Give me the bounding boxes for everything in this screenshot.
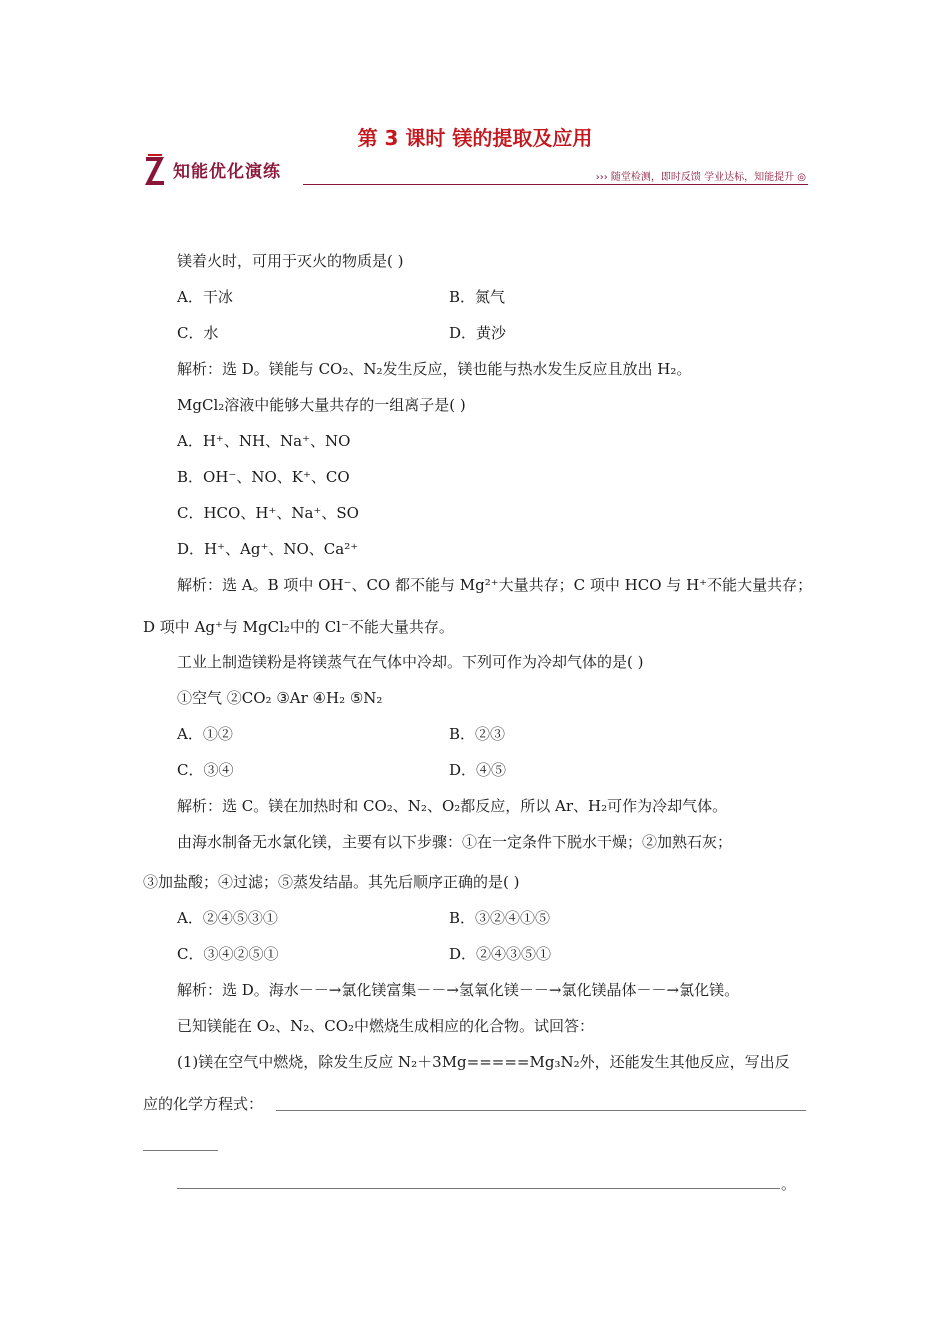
q3-stem: 工业上制造镁粉是将镁蒸气在气体中冷却。下列可作为冷却气体的是( ) xyxy=(177,653,644,671)
q1-option-b: B．氮气 xyxy=(449,288,506,306)
q3-analysis: 解析：选 C。镁在加热时和 CO₂、N₂、O₂都反应，所以 Ar、H₂可作为冷却气体。 xyxy=(177,797,728,815)
q3-option-b: B．②③ xyxy=(449,725,506,743)
section-banner xyxy=(143,153,808,189)
q1-analysis: 解析：选 D。镁能与 CO₂、N₂发生反应，镁也能与热水发生反应且放出 H₂。 xyxy=(177,360,692,378)
q4-option-a: A．②④⑤③① xyxy=(177,909,278,927)
q5-end-mark: 。 xyxy=(781,1175,797,1193)
q4-option-b: B．③②④①⑤ xyxy=(449,909,551,927)
answer-blank-1[interactable] xyxy=(276,1110,806,1111)
q4-option-d: D．②④③⑤① xyxy=(449,945,552,963)
q2-option-a: A．H⁺、NH、Na⁺、NO xyxy=(177,432,351,450)
q3-option-d: D．④⑤ xyxy=(449,761,507,779)
q5-part1-line1: (1)镁在空气中燃烧，除发生反应 N₂＋3Mg=====Mg₃N₂外，还能发生其他反应，写出反 xyxy=(177,1053,790,1071)
q4-analysis: 解析：选 D。海水－－→氯化镁富集－－→氢氧化镁－－→氯化镁晶体－－→氯化镁。 xyxy=(177,981,740,999)
q5-intro: 已知镁能在 O₂、N₂、CO₂中燃烧生成相应的化合物。试回答： xyxy=(177,1017,595,1035)
q2-option-d: D．H⁺、Ag⁺、NO、Ca²⁺ xyxy=(177,540,359,558)
q2-option-c: C．HCO、H⁺、Na⁺、SO xyxy=(177,504,359,522)
banner-rule xyxy=(303,184,808,185)
q3-choices: ①空气 ②CO₂ ③Ar ④H₂ ⑤N₂ xyxy=(177,689,383,707)
q1-stem: 镁着火时，可用于灭火的物质是( ) xyxy=(177,252,404,270)
q4-stem-line2: ③加盐酸；④过滤；⑤蒸发结晶。其先后顺序正确的是( ) xyxy=(143,873,520,891)
banner-subtitle: ››› 随堂检测，即时反馈 学业达标，知能提升 ◎ xyxy=(595,172,806,183)
q3-option-a: A．①② xyxy=(177,725,233,743)
q2-stem: MgCl₂溶液中能够大量共存的一组离子是( ) xyxy=(177,396,466,414)
answer-blank-2[interactable] xyxy=(143,1150,218,1151)
banner-logo-icon xyxy=(143,153,167,187)
q5-part1-line2: 应的化学方程式： xyxy=(143,1095,264,1113)
answer-blank-3[interactable] xyxy=(177,1188,780,1189)
q3-option-c: C．③④ xyxy=(177,761,234,779)
q1-option-d: D．黄沙 xyxy=(449,324,507,342)
q1-option-a: A．干冰 xyxy=(177,288,233,306)
banner-title: 知能优化演练 xyxy=(173,162,281,182)
page-title: 第 3 课时 镁的提取及应用 xyxy=(357,126,593,150)
q4-option-c: C．③④②⑤① xyxy=(177,945,279,963)
q1-option-c: C．水 xyxy=(177,324,219,342)
q2-analysis-line2: D 项中 Ag⁺与 MgCl₂中的 Cl⁻不能大量共存。 xyxy=(143,618,454,636)
q4-stem-line1: 由海水制备无水氯化镁，主要有以下步骤：①在一定条件下脱水干燥；②加熟石灰； xyxy=(177,833,733,851)
q2-analysis-line1: 解析：选 A。B 项中 OH⁻、CO 都不能与 Mg²⁺大量共存；C 项中 HCO 与 H⁺不能大量共存； xyxy=(177,576,813,594)
q2-option-b: B．OH⁻、NO、K⁺、CO xyxy=(177,468,350,486)
